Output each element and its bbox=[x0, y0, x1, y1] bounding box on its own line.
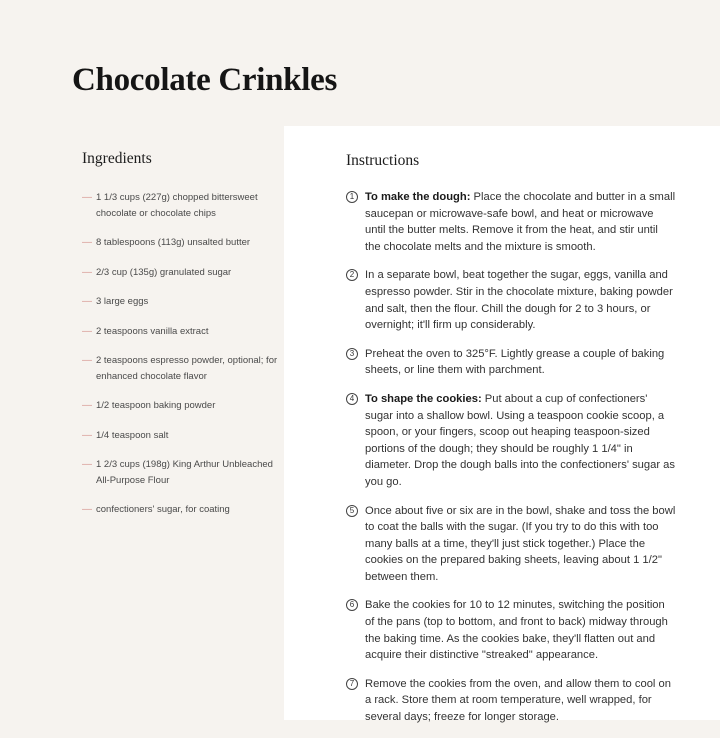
step-lead: To shape the cookies: bbox=[365, 392, 482, 405]
ingredient-text: 1 1/3 cups (227g) chopped bittersweet chocolate or chocolate chips bbox=[96, 192, 258, 219]
ingredient-item bbox=[82, 428, 282, 444]
ingredient-item bbox=[82, 502, 282, 518]
dash-bullet: — bbox=[82, 400, 92, 411]
instructions-heading: Instructions bbox=[346, 152, 420, 169]
dash-bullet: — bbox=[82, 296, 92, 307]
dash-bullet: — bbox=[82, 429, 92, 441]
step-text: Place the chocolate and butter in a small saucepan or microwave-safe bowl, and heat or microwave until the butter melts. Remove it from the heat, and stir until the chocolate melts and the mixture is smooth. bbox=[365, 191, 676, 253]
dash-bullet: — bbox=[82, 192, 92, 203]
instruction-step bbox=[346, 267, 676, 333]
dash-bullet: — bbox=[82, 459, 92, 470]
step-number: 2 bbox=[346, 269, 358, 281]
ingredient-item bbox=[82, 294, 282, 310]
ingredient-text: 3 large eggs bbox=[96, 296, 149, 307]
instruction-step bbox=[346, 503, 676, 586]
step-number: 1 bbox=[346, 191, 358, 203]
step-text: Preheat the oven to 325°F. Lightly grease a couple of baking sheets, or line them with parchment. bbox=[365, 347, 665, 377]
step-text: Remove the cookies from the oven, and allow them to cool on a rack. Store them at room temperature, well wrapped, for several days; freeze for longer storage. bbox=[365, 677, 671, 724]
ingredient-text: 2 teaspoons espresso powder, optional; for enhanced chocolate flavor bbox=[96, 355, 278, 382]
step-text: In a separate bowl, beat together the sugar, eggs, vanilla and espresso powder. Stir in the chocolate mixture, baking powder and salt, then the flour. Chill the dough for 2 to 3 hours, or overnight; it'll firm up considerably. bbox=[365, 269, 673, 332]
step-number: 6 bbox=[346, 599, 358, 611]
ingredient-item bbox=[82, 353, 282, 384]
ingredients-list bbox=[82, 190, 282, 532]
instructions-panel bbox=[284, 126, 720, 724]
dash-bullet: — bbox=[82, 504, 92, 515]
instruction-step bbox=[346, 189, 676, 255]
instruction-step bbox=[346, 391, 676, 491]
ingredient-text: 1 2/3 cups (198g) King Arthur Unbleached All-Purpose Flour bbox=[96, 459, 273, 486]
instruction-step bbox=[346, 676, 676, 726]
dash-bullet: — bbox=[82, 237, 92, 248]
step-text: Bake the cookies for 10 to 12 minutes, switching the position of the pans (top to bottom, and front to back) midway through the baking time. As the cookies bake, they'll flatten out and acquire their distinctive "streaked" appearance. bbox=[365, 599, 668, 662]
ingredients-heading: Ingredients bbox=[82, 150, 152, 167]
ingredient-text: 1/4 teaspoon salt bbox=[96, 429, 169, 441]
ingredient-item bbox=[82, 457, 282, 488]
ingredient-text: 2/3 cup (135g) granulated sugar bbox=[96, 266, 232, 278]
step-text: Put about a cup of confectioners' sugar into a shallow bowl. Using a teaspoon cookie scoop, a spoon, or your fingers, scoop out heaping teaspoon-sized portions of the dough; they should be roughly 1 1/4" in diameter. Drop the dough balls into the confectioners' sugar as you go. bbox=[365, 392, 675, 488]
ingredient-text: 1/2 teaspoon baking powder bbox=[96, 400, 216, 411]
instruction-step bbox=[346, 597, 676, 663]
step-number: 5 bbox=[346, 505, 358, 517]
step-number: 7 bbox=[346, 678, 358, 690]
step-text: Once about five or six are in the bowl, shake and toss the bowl to coat the balls with the sugar. (If you try to do this with too many balls at a time, they'll just stick together.) Place the cookies on the prepared baking sheets, leaving about 1 1/2" between them. bbox=[365, 504, 676, 583]
ingredient-item bbox=[82, 398, 282, 414]
recipe-title: Chocolate Crinkles bbox=[72, 62, 337, 98]
ingredient-text: 8 tablespoons (113g) unsalted butter bbox=[96, 237, 251, 248]
step-number: 4 bbox=[346, 393, 358, 405]
step-number: 3 bbox=[346, 348, 358, 360]
ingredient-item bbox=[82, 265, 282, 281]
dash-bullet: — bbox=[82, 355, 92, 366]
step-lead: To make the dough: bbox=[365, 191, 471, 203]
ingredient-text: confectioners' sugar, for coating bbox=[96, 504, 230, 515]
instructions-list bbox=[346, 189, 676, 738]
instruction-step bbox=[346, 346, 676, 379]
ingredients-panel bbox=[0, 126, 284, 720]
dash-bullet: — bbox=[82, 266, 92, 278]
dash-bullet: — bbox=[82, 325, 92, 337]
ingredient-text: 2 teaspoons vanilla extract bbox=[96, 325, 209, 337]
ingredient-item bbox=[82, 190, 282, 221]
ingredient-item bbox=[82, 235, 282, 251]
ingredient-item bbox=[82, 324, 282, 340]
